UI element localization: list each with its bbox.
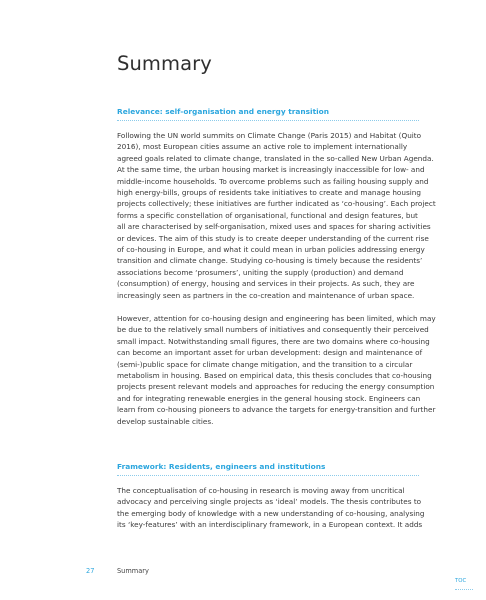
- text-line: its ‘key-features’ with an interdisciplinary framework, in a European context. It adds: [117, 520, 423, 530]
- paragraph: [117, 485, 427, 531]
- page-title: Summary: [117, 52, 212, 75]
- text-line: can become an important asset for urban development: design and maintenance of: [117, 348, 423, 358]
- section-heading-relevance: Relevance: self-organisation and energy transition: [117, 107, 329, 116]
- text-line: of co-housing in Europe, and what it could mean in urban policies addressing energy: [117, 245, 425, 255]
- text-line: The conceptualisation of co-housing in research is moving away from uncritical: [117, 486, 405, 495]
- text-line: Following the UN world summits on Climate Change (Paris 2015) and Habitat (Quito: [117, 131, 422, 140]
- text-line: all are characterised by self-organisation, mixed uses and spaces for sharing activities: [117, 222, 431, 232]
- text-line: 2016), most European cities assume an active role to implement internationally: [117, 142, 408, 152]
- text-line: advocacy and perceiving single projects as ‘ideal’ models. The thesis contributes to: [117, 497, 422, 507]
- text-line: forms a specific constellation of organisational, functional and design features, but: [117, 210, 418, 220]
- toc-link[interactable]: TOC: [455, 578, 467, 584]
- text-line: projects present relevant models and approaches for reducing the energy consumption: [117, 382, 435, 392]
- toc-divider: [455, 589, 473, 590]
- text-line: agreed goals related to climate change, translated in the so-called New Urban Agenda.: [117, 153, 434, 163]
- text-line: learn from co-housing pioneers to advance the targets for energy-transition and further: [117, 405, 436, 415]
- text-line: However, attention for co-housing design and engineering has been limited, which may: [117, 314, 436, 323]
- text-line: associations become ‘prosumers’, uniting the supply (production) and demand: [117, 267, 404, 277]
- text-line: high energy-bills, groups of residents take initiatives to create and manage housing: [117, 188, 421, 198]
- text-line: transition and climate change. Studying co-housing is timely because the residents’: [117, 256, 423, 266]
- text-line: middle-income households. To overcome problems such as failing housing supply and: [117, 176, 429, 186]
- section-heading-framework: Framework: Residents, engineers and institutions: [117, 462, 326, 471]
- text-line: be due to the relatively small numbers of initiatives and consequently their perceived: [117, 325, 429, 335]
- paragraph: [117, 130, 436, 301]
- paragraph: [117, 313, 436, 427]
- text-line: projects collectively; these initiatives are further indicated as ‘co-housing’. Each project: [117, 199, 436, 209]
- section-divider: [117, 120, 419, 121]
- section-divider: [117, 475, 419, 476]
- text-line: or devices. The aim of this study is to create deeper understanding of the current rise: [117, 233, 429, 243]
- text-line: metabolism in housing. Based on empirical data, this thesis concludes that co-housing: [117, 371, 432, 381]
- page-number: 27: [86, 567, 95, 575]
- footer-section-label: Summary: [117, 567, 149, 575]
- text-line: small impact. Notwithstanding small figures, there are two domains where co-housing: [117, 336, 430, 346]
- text-line: increasingly seen as partners in the co-creation and maintenance of urban space.: [117, 290, 415, 300]
- text-line: At the same time, the urban housing market is increasingly inaccessible for low- and: [117, 165, 425, 175]
- text-line: (consumption) of energy, housing and services in their projects. As such, they are: [117, 279, 415, 289]
- text-line: develop sustainable cities.: [117, 416, 214, 426]
- text-line: the emerging body of knowledge with a new understanding of co-housing, analysing: [117, 508, 425, 518]
- text-line: and for integrating renewable energies in the general housing stock. Engineers can: [117, 393, 421, 403]
- text-line: (semi-)public space for climate change mitigation, and the transition to a circular: [117, 359, 413, 369]
